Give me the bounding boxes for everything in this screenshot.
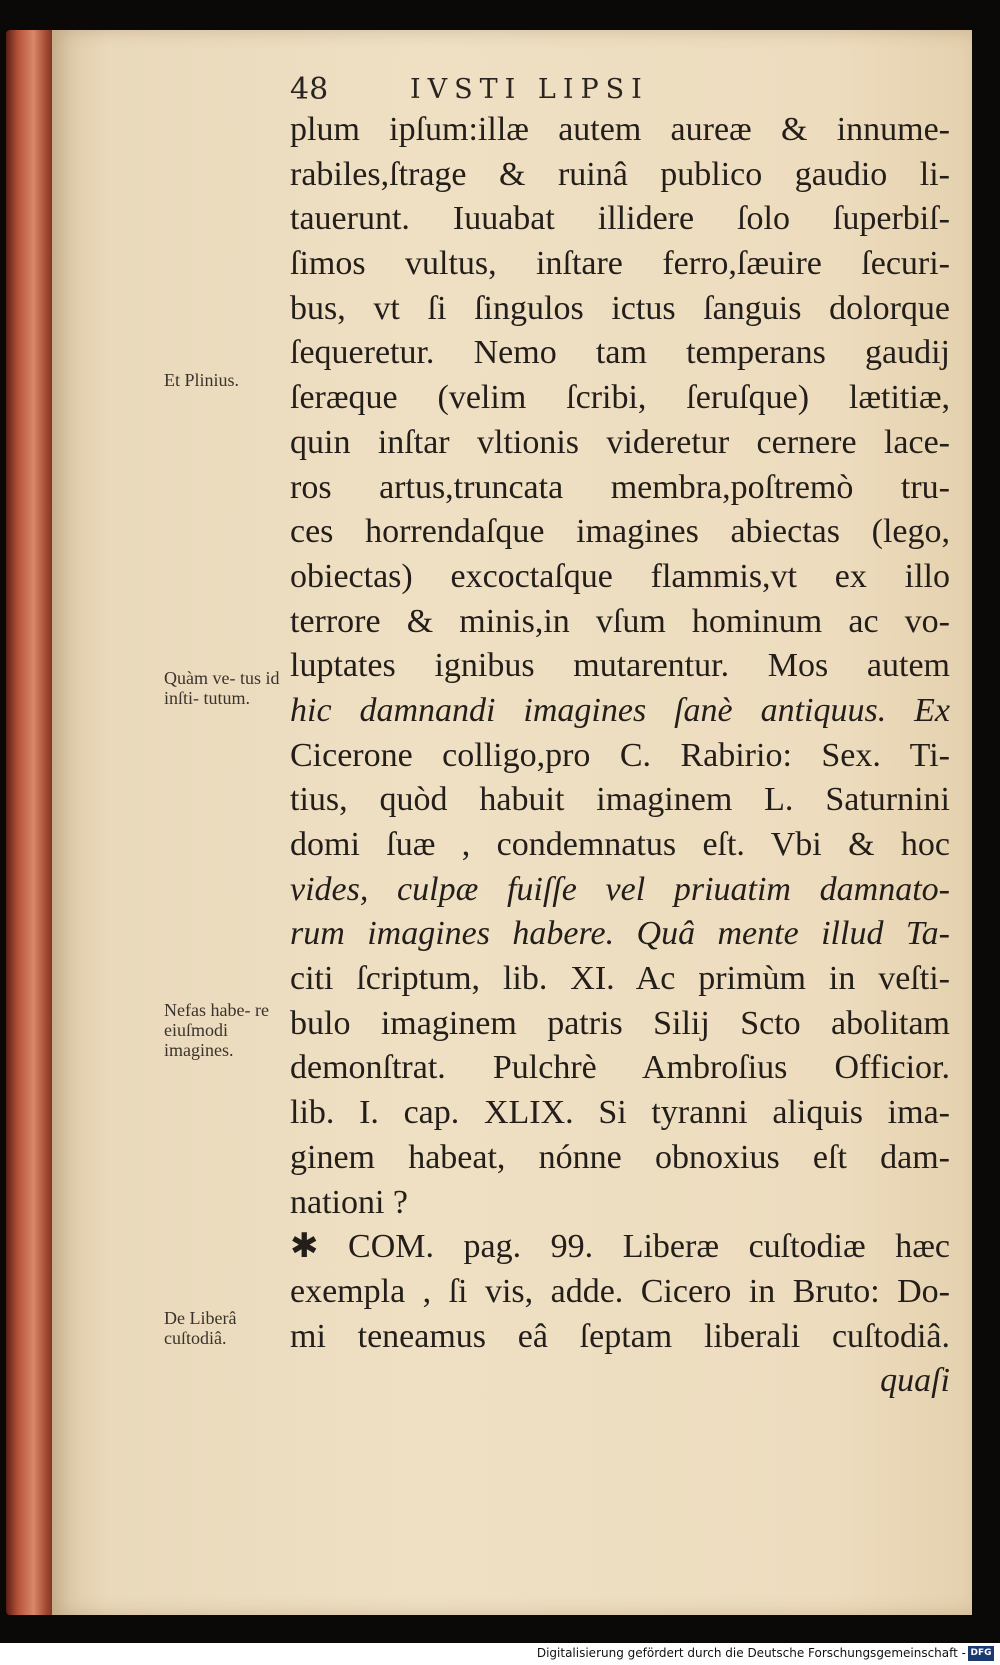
text-line: hic damnandi imagines ſanè antiquus. Ex bbox=[290, 691, 950, 729]
text-line: ros artus,truncata membra,poſtremò tru- bbox=[290, 468, 950, 506]
running-head: IVSTI LIPSI bbox=[410, 74, 649, 105]
text-line: ✱ COM. pag. 99. Liberæ cuſtodiæ hæc bbox=[290, 1228, 950, 1266]
text-line: obiectas) excoctaſque flammis,vt ex illo bbox=[290, 557, 950, 595]
text-line: ſequeretur. Nemo tam temperans gaudij bbox=[290, 334, 950, 372]
text-line: lib. I. cap. XLIX. Si tyranni aliquis ima- bbox=[290, 1094, 950, 1132]
text-line: terrore & minis,in vſum hominum ac vo- bbox=[290, 602, 950, 640]
book-edge bbox=[6, 30, 56, 1615]
text-line: Cicerone colligo,pro C. Rabirio: Sex. Ti- bbox=[290, 736, 950, 774]
text-line: vides, culpæ fuiſſe vel priuatim damnato- bbox=[290, 870, 950, 908]
text-line: citi ſcriptum, lib. XI. Ac primùm in veſti- bbox=[290, 960, 950, 998]
dfg-logo: DFG bbox=[968, 1646, 994, 1661]
text-line: plum ipſum:illæ autem aureæ & innume- bbox=[290, 111, 950, 148]
text-line: mi teneamus eâ ſeptam liberali cuſtodiâ. bbox=[290, 1317, 950, 1355]
margin-note: Nefas habe- re eiuſmodi imagines. bbox=[164, 1000, 269, 1060]
text-line: ſeræque (velim ſcribi, ſeruſque) lætitiæ, bbox=[290, 379, 950, 417]
text-line: nationi ? bbox=[290, 1183, 409, 1221]
main-text bbox=[290, 108, 950, 1404]
text-line: quin inſtar vltionis videretur cernere lace- bbox=[290, 423, 950, 461]
text-line: rum imagines habere. Quâ mente illud Ta- bbox=[290, 915, 950, 953]
text-line: exempla , ſi vis, adde. Cicero in Bruto: Do- bbox=[290, 1272, 950, 1310]
text-line: domi ſuæ , condemnatus eſt. Vbi & hoc bbox=[290, 826, 950, 863]
funding-credit: Digitalisierung gefördert durch die Deutsche Forschungsgemeinschaft - bbox=[536, 1646, 966, 1660]
text-line: luptates ignibus mutarentur. Mos autem bbox=[290, 647, 950, 685]
text-line: bulo imaginem patris Silij Scto abolitam bbox=[290, 1004, 950, 1042]
margin-note: Quàm ve- tus id inſti- tutum. bbox=[164, 668, 280, 708]
text-line: ces horrendaſque imagines abiectas (lego, bbox=[290, 513, 950, 551]
page-header bbox=[290, 72, 940, 112]
page-number: 48 bbox=[290, 72, 329, 107]
text-line: tauerunt. Iuuabat illidere ſolo ſuperbiſ- bbox=[290, 200, 950, 238]
text-line: ginem habeat, nónne obnoxius eſt dam- bbox=[290, 1138, 950, 1176]
catchword: quaſi bbox=[880, 1362, 950, 1400]
margin-note: De Liberâ cuſtodiâ. bbox=[164, 1308, 237, 1348]
text-line: ſimos vultus, inſtare ferro,ſæuire ſecuri- bbox=[290, 245, 950, 283]
text-line: tius, quòd habuit imaginem L. Saturnini bbox=[290, 781, 950, 819]
text-line: rabiles,ſtrage & ruinâ publico gaudio li- bbox=[290, 155, 950, 193]
text-line: demonſtrat. Pulchrè Ambroſius Officior. bbox=[290, 1049, 950, 1087]
margin-note: Et Plinius. bbox=[164, 370, 240, 390]
text-line: bus, vt ſi ſingulos ictus ſanguis dolorque bbox=[290, 289, 950, 327]
